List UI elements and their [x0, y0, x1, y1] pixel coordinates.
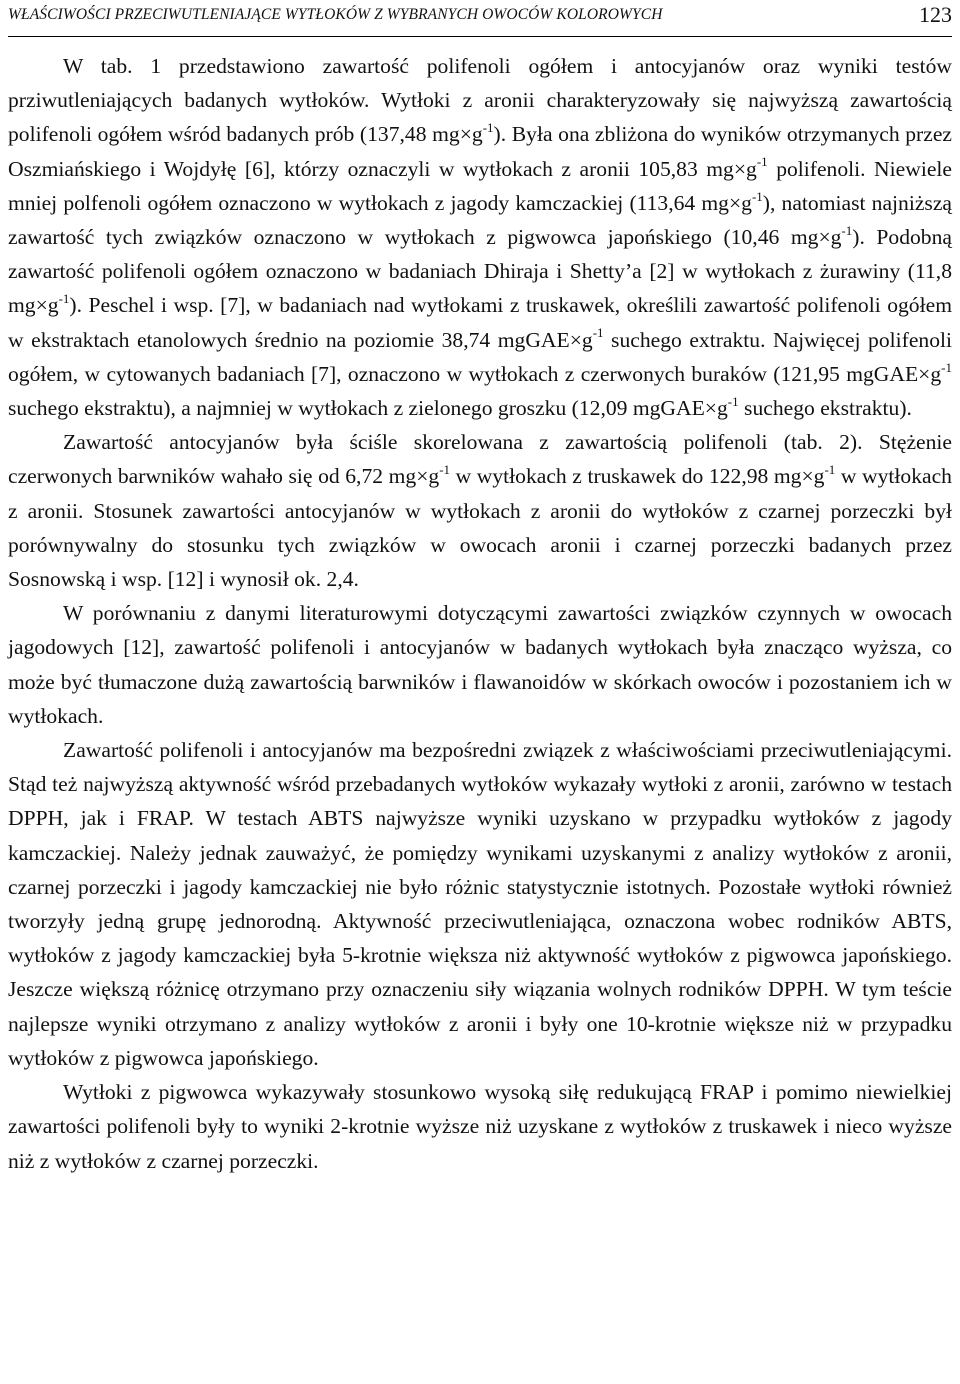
paragraph: Zawartość polifenoli i antocyjanów ma bezpośredni związek z właściwościami przeciwutleniającymi. Stąd też najwyższą aktywność wśród przebadanych wytłoków wykazały wytłoki z aronii, zarówno w testach DPPH, jak i FRAP. W testach ABTS najwyższe wyniki uzyskano w przypadku wytłoków z jagody kamczackiej. Należy jednak zauważyć, że pomiędzy wynikami uzyskanymi z analizy wytłoków z aronii, czarnej porzeczki i jagody kamczackiej nie było różnic statystycznie istotnych. Pozostałe wytłoki również tworzyły jedną grupę jednorodną. Aktywność przeciwutleniająca, oznaczona wobec rodników ABTS, wytłoków z jagody kamczackiej była 5-krotnie większa niż aktywność wytłoków z pigwowca japońskiego. Jeszcze większą różnicę otrzymano przy oznaczeniu siły wiązania wolnych rodników DPPH. W tym teście najlepsze wyniki otrzymano z analizy wytłoków z aronii i były one 10-krotnie większe niż w przypadku wytłoków z pigwowca japońskiego.	[8, 738, 952, 1070]
paragraph: Zawartość antocyjanów była ściśle skorelowana z zawartością polifenoli (tab. 2). Stężenie czerwonych barwników wahało się od 6,72 $mg\times g^{-1}$ w wytłokach z truskawek do 122,98 $mg\times g^{-1}$ w wytłokach z aronii. Stosunek zawartości antocyjanów w wytłokach z aronii do wytłoków z czarnej porzeczki był porównywalny do stosunku tych związków w owocach aronii i czarnej porzeczki badanych przez Sosnowską i wsp. [12] i wynosił ok. 2,4.	[8, 430, 952, 592]
page-header	[8, 0, 952, 37]
paragraph: W porównaniu z danymi literaturowymi dotyczącymi zawartości związków czynnych w owocach jagodowych [12], zawartość polifenoli i antocyjanów w badanych wytłokach była znacząco wyższa, co może być tłumaczone dużą zawartością barwników i flawanoidów w skórkach owoców i pozostaniem ich w wytłokach.	[8, 601, 952, 728]
running-title: WŁAŚCIWOŚCI PRZECIWUTLENIAJĄCE WYTŁOKÓW Z WYBRANYCH OWOCÓW KOLOROWYCH	[8, 6, 663, 23]
body-text	[8, 49, 952, 1178]
paragraph: W tab. 1 przedstawiono zawartość polifenoli ogółem i antocyjanów oraz wyniki testów prziwutleniających badanych wytłoków. Wytłoki z aronii charakteryzowały się najwyższą zawartością polifenoli ogółem wśród badanych prób (137,48 $mg\times g^{-1}$). Była ona zbliżona do wyników otrzymanych przez Oszmiańskiego i Wojdyłę [6], którzy oznaczyli w wytłokach z aronii 105,83 $mg\times g^{-1}$ polifenoli. Niewiele mniej polfenoli ogółem oznaczono w wytłokach z jagody kamczackiej (113,64 $mg\times g^{-1}$), natomiast najniższą zawartość tych związków oznaczono w wytłokach z pigwowca japońskiego (10,46 $mg\times g^{-1}$). Podobną zawartość polifenoli ogółem oznaczono w badaniach Dhiraja i Shetty’a [2] w wytłokach z żurawiny (11,8 $mg\times g^{-1}$). Peschel i wsp. [7], w badaniach nad wytłokami z truskawek, określili zawartość polifenoli ogółem w ekstraktach etanolowych średnio na poziomie 38,74 $mgGAE\times g^{-1}$ suchego extraktu. Najwięcej polifenoli ogółem, w cytowanych badaniach [7], oznaczono w wytłokach z czerwonych buraków (121,95 $mgGAE\times g^{-1}$ suchego ekstraktu), a najmniej w wytłokach z zielonego groszku (12,09 $mgGAE\times g^{-1}$ suchego ekstraktu).	[8, 54, 952, 421]
page-number: 123	[919, 2, 952, 27]
paragraph: Wytłoki z pigwowca wykazywały stosunkowo wysoką siłę redukującą FRAP i pomimo niewielkiej zawartości polifenoli były to wyniki 2-krotnie wyższe niż uzyskane z wytłoków z truskawek i nieco wyższe niż z wytłoków z czarnej porzeczki.	[8, 1080, 952, 1173]
